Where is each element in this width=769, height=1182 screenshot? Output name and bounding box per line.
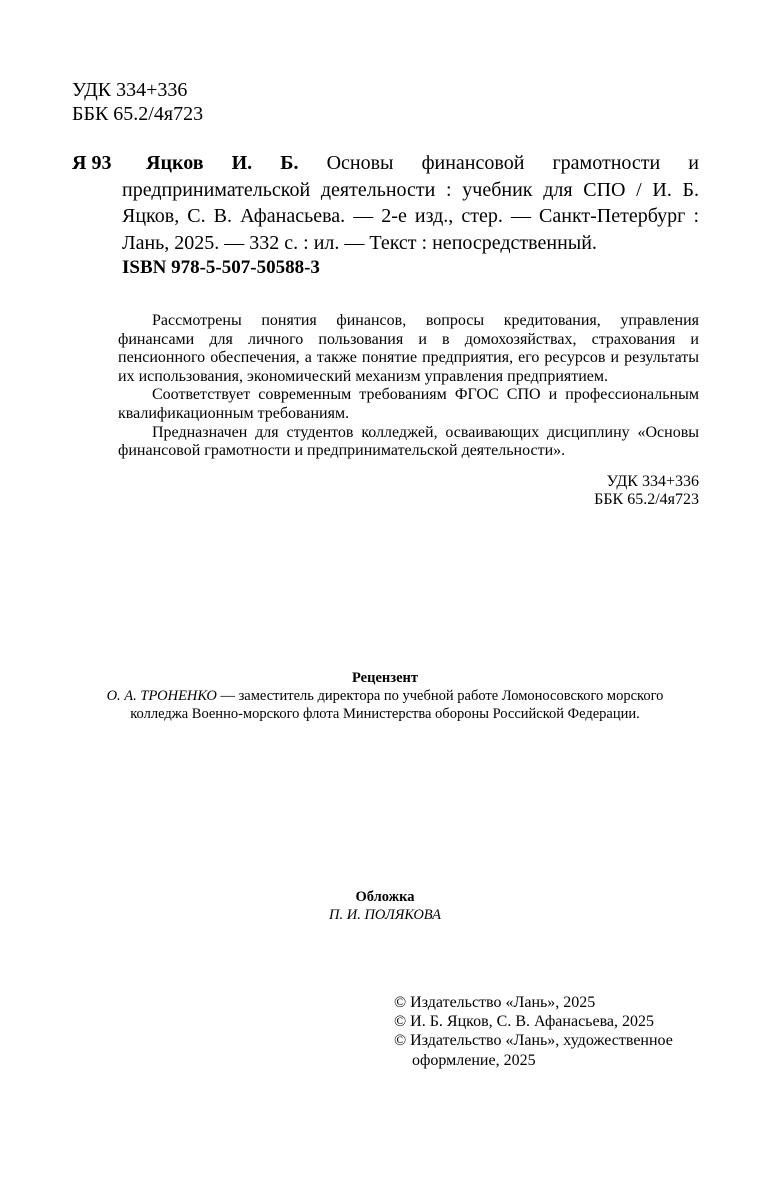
copyright-line: © Издательство «Лань», художественное оформление, 2025 (394, 1032, 673, 1069)
author-name: Яцков И. Б. (146, 152, 299, 174)
cover-block (200, 888, 570, 924)
bibliographic-record (122, 150, 699, 256)
annotation-paragraph: Соответствует современным требованиям ФГОС СПО и профессиональным квалификационным требованиям. (118, 386, 699, 422)
author-mark: Я 93 (72, 152, 112, 174)
cover-heading: Обложка (355, 889, 415, 905)
copyright-line: © Издательство «Лань», 2025 (394, 994, 596, 1011)
bbk-code: ББК 65.2/4я723 (72, 103, 204, 125)
reviewer-position: — заместитель директора по учебной работе Ломоносовского морского колледжа Военно-морского флота Министерства обороны Российской Федерации. (130, 688, 664, 722)
reviewer-heading: Рецензент (352, 670, 418, 686)
annotation-paragraph: Предназначен для студентов колледжей, осваивающих дисциплину «Основы финансовой грамотности и предпринимательской деятельности». (118, 423, 699, 460)
udk-code: УДК 334+336 (72, 79, 188, 101)
annotation (118, 312, 699, 510)
annotation-bbk: ББК 65.2/4я723 (594, 491, 699, 509)
isbn: ISBN 978-5-507-50588-3 (122, 257, 320, 278)
cover-designer: П. И. ПОЛЯКОВА (329, 907, 441, 923)
reviewer-block (100, 669, 670, 723)
reviewer-name: О. А. ТРОНЕНКО (106, 688, 217, 704)
annotation-udk: УДК 334+336 (606, 472, 699, 490)
bibliographic-description: Основы финансовой грамотности и предпринимательской деятельности : учебник для СПО / И. Б. Яцков, С. В. Афанасьева. — 2-е изд., стер. — Санкт-Петербург : Лань, 2025. — 332 с. : ил. — Текст : непосредственный. (122, 152, 700, 254)
reviewer-text (100, 687, 670, 723)
copyright-block (394, 993, 704, 1070)
udk-block-top (72, 78, 203, 126)
annotation-paragraph: Рассмотрены понятия финансов, вопросы кредитования, управления финансами для личного пользования и в домохозяйствах, страхования и пенсионного обеспечения, а также понятие предприятия, его ресурсов и результаты их использования, экономический механизм управления предприятием. (118, 312, 699, 385)
copyright-line: © И. Б. Яцков, С. В. Афанасьева, 2025 (394, 1013, 655, 1031)
